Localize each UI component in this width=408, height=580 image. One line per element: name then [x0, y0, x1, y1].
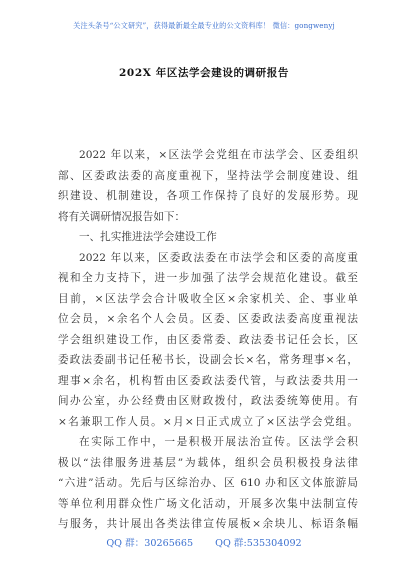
paragraph-line: 极以“法律服务进基层”为载体，组织会员积极投身法律 — [58, 456, 358, 469]
paragraph-line: 等单位利用群众性广场文化活动，开展多次集中法制宣传 — [58, 497, 358, 510]
paragraph-line: 位会员，×余名个人会员。区委、区委政法委高度重视法 — [58, 313, 358, 325]
paragraph-line: 委政法委副书记任秘书长，设副会长×名，常务理事×名， — [58, 354, 358, 366]
footer-qq-group-1: QQ 群：30265665 — [106, 538, 194, 549]
paragraph-line: 织建设、机制建设，各项工作保持了良好的发展形势。现 — [58, 190, 358, 202]
document-body — [58, 145, 358, 535]
paragraph-line: ×名兼职工作人员。×月×日正式成立了×区法学会党组。 — [58, 415, 358, 428]
paragraph-line: “六进”活动。先后与区综治办、区 610 办和区文体旅游局 — [58, 477, 358, 489]
paragraph-line: 间办公室，办公经费由区财政拨付，政法委统筹使用。有 — [58, 395, 358, 407]
paragraph-line: 2022 年以来，×区法学会党组在市法学会、区委组织 — [79, 149, 358, 161]
footer-qq-group-2: QQ 群:535304092 — [215, 538, 302, 549]
paragraph-line: 2022 年以来，区委政法委在市法学会和区委的高度重 — [79, 251, 358, 264]
paragraph-line: 目前，×区法学会合计吸收全区×余家机关、企、事业单 — [58, 292, 358, 305]
paragraph-line: 与服务，共计展出各类法律宣传展板×余块儿、标语条幅 — [58, 518, 358, 530]
paragraph-line: 部、区委政法委的高度重视下，坚持法学会制度建设、组 — [58, 169, 358, 182]
paragraph-line: 理事×余名，机构暂由区委政法委代管，与政法委共用一 — [58, 374, 358, 387]
paragraph-line: 在实际工作中，一是积极开展法治宣传。区法学会积 — [79, 436, 358, 448]
document-title: 202X 年区法学会建设的调研报告 — [119, 67, 289, 79]
top-banner: 关注头条号“公文研究”，获得最新最全最专业的公文资料库！ 微信：gongwenyj — [73, 21, 335, 30]
footer — [0, 535, 408, 549]
paragraph-line: 将有关调研情况报告如下： — [58, 210, 186, 223]
paragraph-line: 学会组织建设工作，由区委常委、政法委书记任会长，区 — [58, 333, 358, 346]
paragraph-line: 视和全力支持下，进一步加强了法学会规范化建设。截至 — [58, 272, 358, 284]
paragraph-line: 一、扎实推进法学会建设工作 — [79, 231, 217, 243]
